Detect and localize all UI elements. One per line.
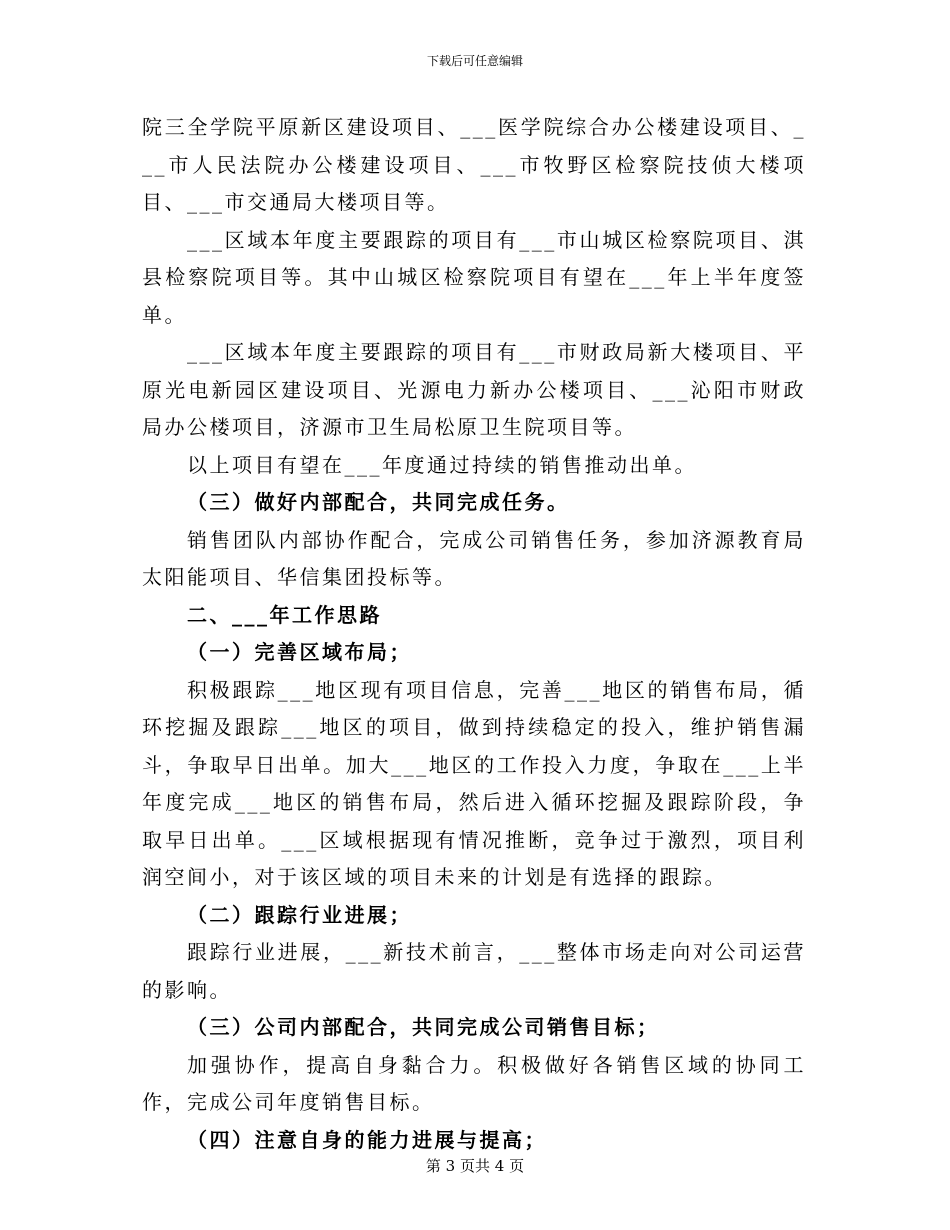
paragraph-region-shancheng: ___区域本年度主要跟踪的项目有___市山城区检察院项目、淇县检察院项目等。其中山城区检察院项目有望在___年上半年度签单。 [142, 227, 806, 327]
section-heading-internal-cooperation: （三）做好内部配合，共同完成任务。 [187, 490, 570, 514]
paragraph-region-finance: ___区域本年度主要跟踪的项目有___市财政局新大楼项目、平原光电新园区建设项目、光源电力新办公楼项目、___沁阳市财政局办公楼项目，济源市卫生局松原卫生院项目等。 [142, 340, 806, 439]
paragraph-projects-summary: 以上项目有望在___年度通过持续的销售推动出单。 [187, 452, 697, 477]
paragraph-regional-layout: 积极跟踪___地区现有项目信息，完善___地区的销售布局，循环挖掘及跟踪___地区的项目，做到持续稳定的投入，维护销售漏斗，争取早日出单。加大___地区的工作投入力度，争取在___上半年度完成___地区的销售布局，然后进入循环挖掘及跟踪阶段，争取早日出单。___区域根据现有情况推断，竞争过于激烈，项目利润空间小，对于该区域的项目未来的计划是有选择的跟踪。 [142, 677, 806, 889]
paragraph-company-cooperation: 加强协作，提高自身黏合力。积极做好各销售区域的协同工作，完成公司年度销售目标。 [142, 1052, 806, 1114]
section-heading-work-plan: 二、___年工作思路 [187, 602, 382, 627]
subsection-heading-industry-tracking: （二）跟踪行业进展； [187, 902, 412, 927]
subsection-heading-company-cooperation: （三）公司内部配合，共同完成公司销售目标； [187, 1015, 660, 1039]
page-header: 下载后可任意编辑 [426, 54, 523, 68]
paragraph-industry-tracking: 跟踪行业进展，___新技术前言，___整体市场走向对公司运营的影响。 [142, 940, 806, 1002]
subsection-heading-self-improvement: （四）注意自身的能力进展与提高； [187, 1127, 547, 1152]
paragraph-team-cooperation: 销售团队内部协作配合，完成公司销售任务，参加济源教育局太阳能项目、华信集团投标等。 [142, 527, 806, 589]
page-footer: 第 3 页共 4 页 [425, 1157, 525, 1175]
subsection-heading-regional-layout: （一）完善区域布局； [187, 640, 412, 664]
paragraph-projects-continued: 院三全学院平原新区建设项目、___医学院综合办公楼建设项目、___市人民法院办公楼建设项目、___市牧野区检察院技侦大楼项目、___市交通局大楼项目等。 [142, 115, 806, 214]
document-body [142, 109, 806, 1159]
